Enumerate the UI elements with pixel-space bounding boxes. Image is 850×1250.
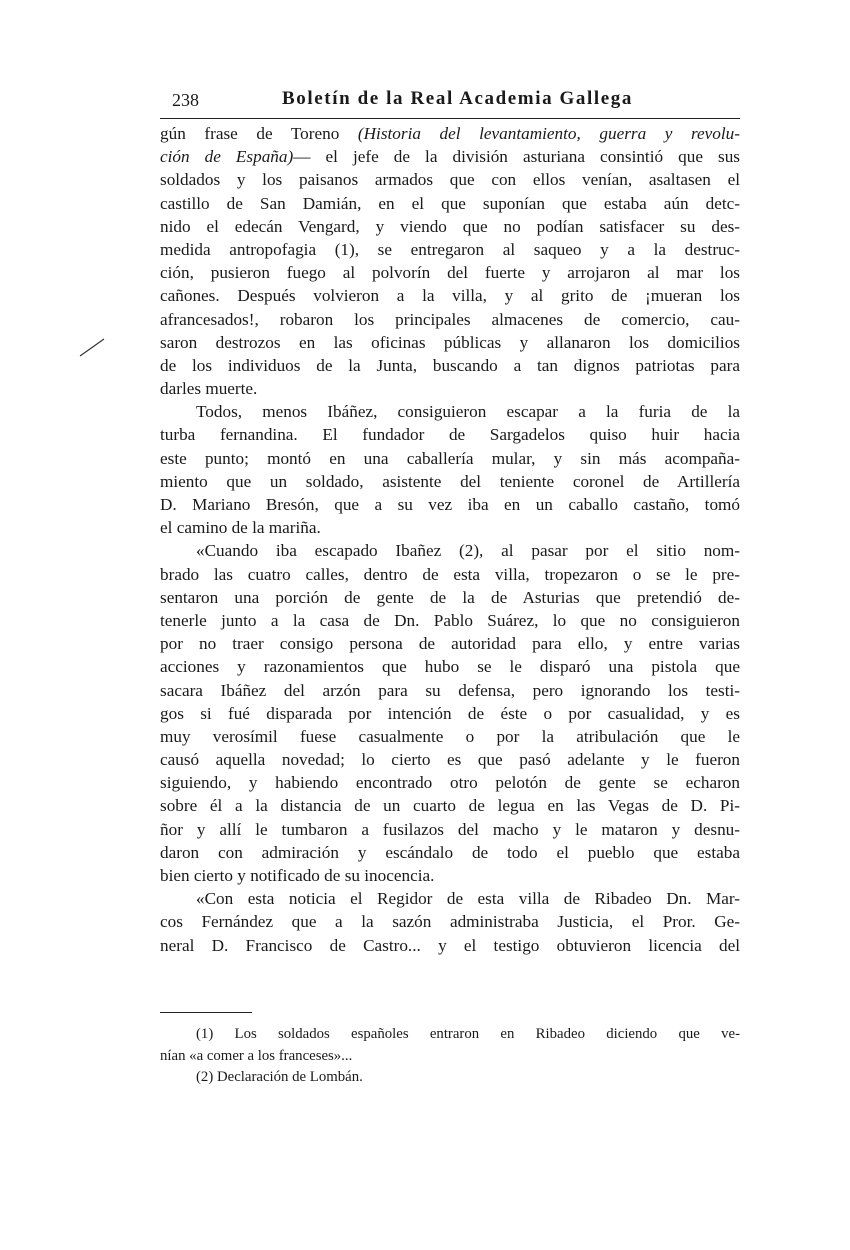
text-line: «Con esta noticia el Regidor de esta villa de Ribadeo Dn. Mar- <box>196 889 740 909</box>
text-line: darles muerte. <box>160 379 258 399</box>
text-line: saron destrozos en las oficinas públicas y allanaron los domicilios <box>160 332 740 352</box>
text-line: medida antropofagia (1), se entregaron al saqueo y a la destruc- <box>160 239 740 259</box>
text-line: Todos, menos Ibáñez, consiguieron escapar a la furia de la <box>196 402 740 422</box>
text-segment: — el jefe de la división asturiana consintió que sus <box>293 147 740 167</box>
text-line: D. Mariano Bresón, que a su vez iba en un caballo castaño, tomó <box>160 495 740 514</box>
text-line: turba fernandina. El fundador de Sargadelos quiso huir hacia <box>160 425 740 445</box>
text-line: (1) Los soldados españoles entraron en Ribadeo diciendo que ve- <box>196 1026 740 1042</box>
text-line: ñor y allí le tumbaron a fusilazos del macho y le mataron y desnu- <box>160 819 740 839</box>
text-line: sacara Ibáñez del arzón para su defensa, pero ignorando los testi- <box>160 680 740 700</box>
text-segment: gún frase de Toreno <box>160 124 358 143</box>
text-line: brado las cuatro calles, dentro de esta villa, tropezaron o se le pre- <box>160 564 740 584</box>
footnote-rule <box>160 1012 252 1013</box>
text-line: soldados y los paisanos armados que con ellos venían, asaltasen el <box>160 170 740 190</box>
body-text <box>160 122 740 957</box>
text-line: daron con admiración y escándalo de todo el pueblo que estaba <box>160 842 740 862</box>
text-line: nido el edecán Vengard, y viendo que no podían satisfacer su des- <box>160 216 740 236</box>
text-line: el camino de la mariña. <box>160 518 321 538</box>
text-line: cañones. Después volvieron a la villa, y al grito de ¡mueran los <box>160 286 740 306</box>
text-line: sentaron una porción de gente de la de Asturias que pretendió de- <box>160 587 740 607</box>
text-line <box>160 122 740 145</box>
footnotes <box>160 1024 740 1089</box>
page-number: 238 <box>172 90 199 110</box>
text-line: acciones y razonamientos que hubo se le disparó una pistola que <box>160 657 740 677</box>
text-line: «Cuando iba escapado Ibañez (2), al pasar por el sitio nom- <box>196 541 740 561</box>
text-line: de los individuos de la Junta, buscando a tan dignos patriotas para <box>160 355 740 375</box>
text-line: miento que un soldado, asistente del teniente coronel de Artillería <box>160 471 740 491</box>
text-line: muy verosímil fuese casualmente o por la atribulación que le <box>160 726 740 746</box>
text-line: castillo de San Damián, en el que suponían que estaba aún detc- <box>160 193 740 213</box>
text-line: sobre él a la distancia de un cuarto de legua en las Vegas de D. Pi- <box>160 796 740 816</box>
text-line: cos Fernández que a la sazón administraba Justicia, el Pror. Ge- <box>160 912 740 932</box>
text-line: causó aquella novedad; lo cierto es que pasó adelante y le fueron <box>160 750 740 770</box>
text-line: bien cierto y notificado de su inocencia. <box>160 866 435 885</box>
header-rule <box>160 118 740 119</box>
book-title-italic: (Historia del levantamiento, guerra y revolu- <box>357 124 740 143</box>
text-line: neral D. Francisco de Castro... y el testigo obtuvieron licencia del <box>160 935 740 955</box>
book-title-italic: ción de España) <box>160 147 294 167</box>
text-line <box>160 145 740 168</box>
text-line: nían «a comer a los franceses»... <box>160 1047 353 1064</box>
text-line: gos si fué disparada por intención de éste o por casualidad, y es <box>160 703 740 723</box>
text-line: tenerle junto a la casa de Dn. Pablo Suárez, lo que no consiguieron <box>160 610 740 630</box>
text-line: por no traer consigo persona de autoridad para ello, y entre varias <box>160 634 740 654</box>
running-header-title: Boletín de la Real Academia Gallega <box>282 88 634 109</box>
text-line: ción, pusieron fuego al polvorín del fuerte y arrojaron al mar los <box>160 263 740 283</box>
text-line: (2) Declaración de Lombán. <box>196 1069 363 1085</box>
text-line: este punto; montó en una caballería mular, y sin más acompaña- <box>160 448 740 468</box>
margin-pen-mark <box>78 336 108 358</box>
text-line: afrancesados!, robaron los principales almacenes de comercio, cau- <box>160 309 740 329</box>
text-line: siguiendo, y habiendo encontrado otro pelotón de gente se echaron <box>160 773 740 793</box>
